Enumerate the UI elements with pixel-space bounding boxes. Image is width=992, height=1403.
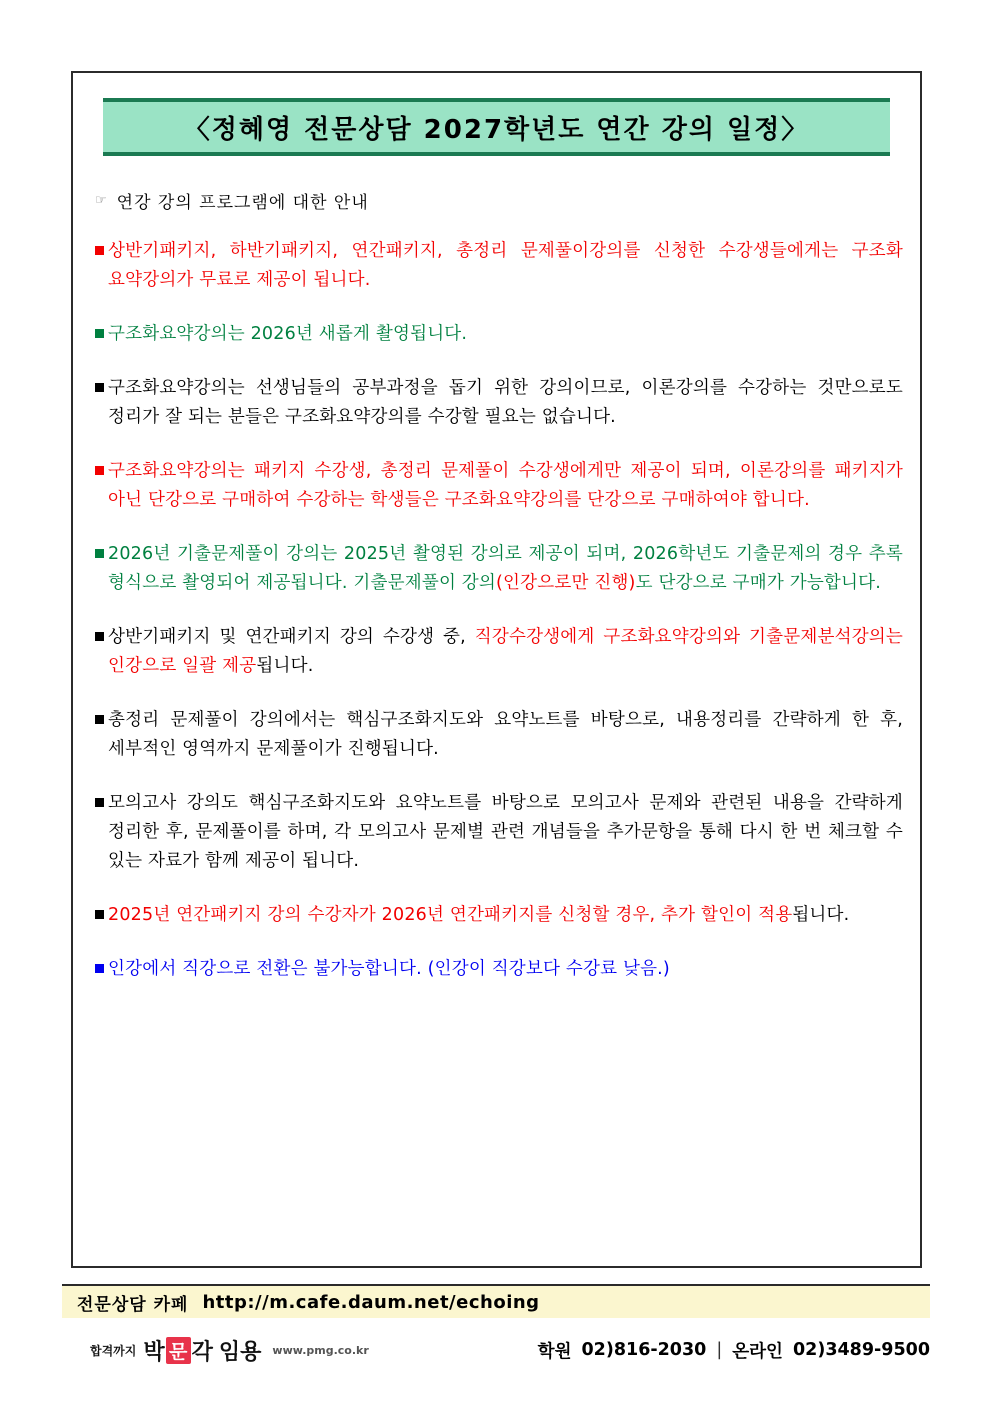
phone-divider: | — [716, 1340, 723, 1360]
online-phone: 02)3489-9500 — [792, 1340, 930, 1360]
bullet-text: 상반기패키지 및 연간패키지 강의 수강생 중, 직강수강생에게 구조화요약강의와 기출문제분석강의는 인강으로 일괄 제공됩니다. — [108, 627, 904, 676]
academy-label: 학원 — [537, 1341, 572, 1362]
bullet-text: 모의고사 강의도 핵심구조화지도와 요약노트를 바탕으로 모의고사 문제와 관련된 내용을 간략하게 정리한 후, 문제풀이를 하며, 각 모의고사 문제별 관련 개념들을 추가문항을 통해 다시 한 번 체크할 수 있는 자료가 함께 제공이 됩니다. — [108, 793, 903, 871]
bullet-item — [95, 320, 903, 349]
bullet-item — [95, 374, 903, 432]
bullet-square-icon — [95, 246, 104, 255]
bullet-item — [95, 955, 903, 984]
bullet-list — [73, 237, 920, 984]
cafe-url: http://m.cafe.daum.net/echoing — [202, 1291, 540, 1313]
bullet-text: 2025년 연간패키지 강의 수강자가 2026년 연간패키지를 신청할 경우, 추가 할인이 적용됩니다. — [108, 905, 850, 925]
logo-brand-last: 각 — [191, 1339, 213, 1365]
bullet-square-icon — [95, 632, 104, 641]
bullet-item — [95, 237, 903, 295]
bullet-square-icon — [95, 549, 104, 558]
bullet-item — [95, 540, 903, 598]
academy-phone: 02)816-2030 — [581, 1340, 707, 1360]
bullet-square-icon — [95, 383, 104, 392]
logo-brand-suffix: 임용 — [218, 1339, 262, 1365]
brand-contact-row — [62, 1332, 930, 1368]
bullet-square-icon — [95, 910, 104, 919]
logo-tagline: 합격까지 — [90, 1343, 137, 1358]
logo-red-square-icon: 문 — [166, 1337, 191, 1364]
bullet-square-icon — [95, 715, 104, 724]
bullet-item — [95, 789, 903, 876]
document-frame — [71, 71, 922, 1268]
logo-brand — [143, 1335, 261, 1366]
title-banner — [103, 98, 890, 156]
bullet-item — [95, 706, 903, 764]
bullet-text: 구조화요약강의는 2026년 새롭게 촬영됩니다. — [108, 324, 468, 344]
cafe-label: 전문상담 카페 — [77, 1294, 189, 1315]
intro-text: 연강 강의 프로그램에 대한 안내 — [116, 193, 369, 213]
bullet-item — [95, 901, 903, 930]
pointer-hand-icon: ☞ — [95, 193, 107, 208]
bullet-square-icon — [95, 466, 104, 475]
bullet-item — [95, 623, 903, 681]
bullet-text: 인강에서 직강으로 전환은 불가능합니다. (인강이 직강보다 수강료 낮음.) — [108, 959, 670, 979]
bullet-text: 구조화요약강의는 패키지 수강생, 총정리 문제풀이 수강생에게만 제공이 되며, 이론강의를 패키지가 아닌 단강으로 구매하여 수강하는 학생들은 구조화요약강의를 단강으로 구매하여야 합니다. — [108, 461, 903, 510]
bullet-square-icon — [95, 964, 104, 973]
intro-line — [95, 188, 902, 213]
bullet-square-icon — [95, 329, 104, 338]
bullet-text: 총정리 문제풀이 강의에서는 핵심구조화지도와 요약노트를 바탕으로, 내용정리를 간략하게 한 후, 세부적인 영역까지 문제풀이가 진행됩니다. — [108, 710, 903, 759]
contact-phones — [538, 1338, 930, 1363]
publisher-website: www.pmg.co.kr — [272, 1343, 369, 1357]
logo-brand-first: 박 — [143, 1339, 165, 1365]
online-label: 온라인 — [732, 1341, 783, 1362]
publisher-logo — [62, 1335, 369, 1366]
bullet-text: 구조화요약강의는 선생님들의 공부과정을 돕기 위한 강의이므로, 이론강의를 수강하는 것만으로도 정리가 잘 되는 분들은 구조화요약강의를 수강할 필요는 없습니다. — [108, 378, 903, 427]
bullet-text: 상반기패키지, 하반기패키지, 연간패키지, 총정리 문제풀이강의를 신청한 수강생들에게는 구조화 요약강의가 무료로 제공이 됩니다. — [108, 241, 903, 290]
bullet-square-icon — [95, 798, 104, 807]
bullet-text: 2026년 기출문제풀이 강의는 2025년 촬영된 강의로 제공이 되며, 2026학년도 기출문제의 경우 추록 형식으로 촬영되어 제공됩니다. 기출문제풀이 강의(인강으로만 진행)도 단강으로 구매가 가능합니다. — [108, 544, 903, 593]
page-title: 〈정혜영 전문상담 2027학년도 연간 강의 일정〉 — [183, 114, 810, 145]
bullet-item — [95, 457, 903, 515]
cafe-info-bar — [62, 1284, 930, 1318]
